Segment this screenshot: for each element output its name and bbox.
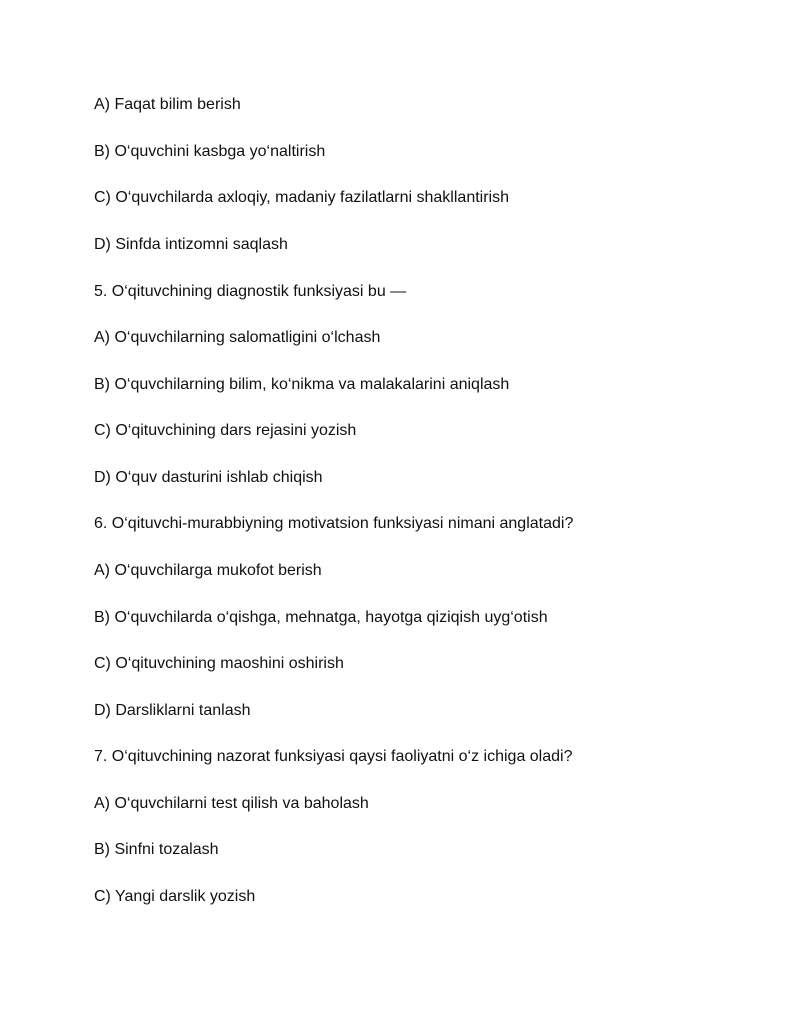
option-c-q5: C) O‘qituvchining dars rejasini yozish xyxy=(94,422,357,439)
option-c-q6: C) O‘qituvchining maoshini oshirish xyxy=(94,655,344,672)
option-c-q4: C) O‘quvchilarda axloqiy, madaniy fazilatlarni shakllantirish xyxy=(94,189,509,206)
option-a-q5: A) O‘quvchilarning salomatligini o‘lchash xyxy=(94,329,381,346)
question-6: 6. O‘qituvchi-murabbiyning motivatsion funksiyasi nimani anglatadi? xyxy=(94,515,574,532)
option-a-q7: A) O‘quvchilarni test qilish va baholash xyxy=(94,795,369,812)
option-b-q6: B) O‘quvchilarda o‘qishga, mehnatga, hayotga qiziqish uyg‘otish xyxy=(94,609,548,626)
option-a-q4: A) Faqat bilim berish xyxy=(94,96,241,113)
option-b-q5: B) O‘quvchilarning bilim, ko‘nikma va malakalarini aniqlash xyxy=(94,376,510,393)
question-5: 5. O‘qituvchining diagnostik funksiyasi bu — xyxy=(94,283,407,300)
option-d-q6: D) Darsliklarni tanlash xyxy=(94,702,251,719)
option-b-q7: B) Sinfni tozalash xyxy=(94,841,219,858)
option-d-q4: D) Sinfda intizomni saqlash xyxy=(94,236,288,253)
option-b-q4: B) O‘quvchini kasbga yo‘naltirish xyxy=(94,143,326,160)
question-7: 7. O‘qituvchining nazorat funksiyasi qaysi faoliyatni o‘z ichiga oladi? xyxy=(94,748,573,765)
option-d-q5: D) O‘quv dasturini ishlab chiqish xyxy=(94,469,323,486)
option-c-q7: C) Yangi darslik yozish xyxy=(94,888,256,905)
option-a-q6: A) O‘quvchilarga mukofot berish xyxy=(94,562,322,579)
